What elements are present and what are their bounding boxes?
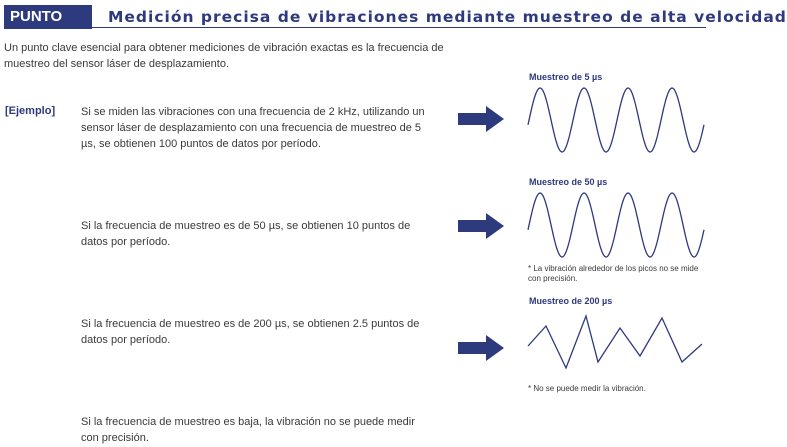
sine-wave-5us (526, 84, 704, 156)
figure-caption-200us: Muestreo de 200 µs (529, 296, 613, 306)
example-paragraph-3: Si la frecuencia de muestreo es de 200 µs, se obtienen 2.5 puntos de datos por período. (81, 318, 420, 346)
figure-caption-5us: Muestreo de 5 µs (529, 72, 603, 82)
example-paragraph-2: Si la frecuencia de muestreo es de 50 µs, se obtienen 10 puntos de datos por período. (81, 220, 411, 248)
example-paragraph-1: Si se miden las vibraciones con una frecuencia de 2 kHz, utilizando un sensor láser de desplazamiento con una frecuencia de muestreo de 5 µs, se obtienen 100 puntos de datos por período. (81, 106, 425, 150)
example-label: [Ejemplo] (5, 105, 56, 117)
figure-note-50us: * La vibración alrededor de los picos no se mide con precisión. (528, 264, 699, 283)
right-arrow-icon (458, 335, 504, 361)
figure-note-200us: * No se puede medir la vibración. (528, 384, 646, 393)
intro-paragraph: Un punto clave esencial para obtener mediciones de vibración exactas es la frecuencia de muestreo del sensor láser de desplazamiento. (4, 42, 444, 70)
section-badge: PUNTO (4, 5, 92, 29)
sine-wave-50us (526, 189, 704, 261)
page-title: Medición precisa de vibraciones mediante muestreo de alta velocidad (108, 8, 787, 26)
right-arrow-icon (458, 213, 504, 239)
right-arrow-icon (458, 106, 504, 132)
figure-caption-50us: Muestreo de 50 µs (529, 177, 608, 187)
header-divider (92, 27, 706, 28)
sampled-wave-200us (526, 310, 704, 382)
example-paragraph-4: Si la frecuencia de muestreo es baja, la vibración no se puede medir con precisión. (81, 416, 415, 444)
